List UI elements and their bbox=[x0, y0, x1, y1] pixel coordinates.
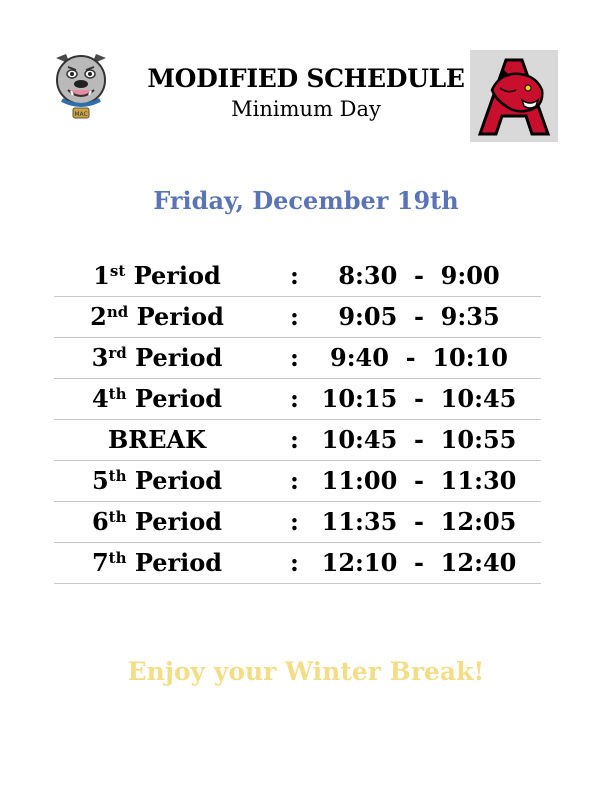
separator-colon: : bbox=[290, 384, 299, 413]
period-time: 11:00 - 11:30 bbox=[321, 466, 517, 495]
separator-colon: : bbox=[290, 425, 299, 454]
separator-colon: : bbox=[290, 507, 299, 536]
period-label: 6th Period bbox=[91, 507, 223, 536]
schedule-row bbox=[54, 543, 541, 584]
period-label: 5th Period bbox=[91, 466, 223, 495]
period-time: 10:15 - 10:45 bbox=[321, 384, 517, 413]
period-time: 9:40 - 10:10 bbox=[330, 343, 508, 372]
schedule-row bbox=[54, 297, 541, 338]
svg-text:MAC: MAC bbox=[74, 111, 88, 118]
date-heading: Friday, December 19th bbox=[153, 186, 459, 215]
period-label: 3rd Period bbox=[91, 343, 223, 372]
period-time: 10:45 - 10:55 bbox=[321, 425, 517, 454]
schedule-row bbox=[54, 420, 541, 461]
schedule-table bbox=[54, 256, 541, 584]
period-label: BREAK bbox=[107, 425, 206, 454]
period-label: 2nd Period bbox=[90, 302, 224, 331]
period-label: 7th Period bbox=[91, 548, 223, 577]
period-time: 11:35 - 12:05 bbox=[321, 507, 517, 536]
separator-colon: : bbox=[290, 261, 299, 290]
separator-colon: : bbox=[290, 343, 299, 372]
schedule-row bbox=[54, 502, 541, 543]
footer-message: Enjoy your Winter Break! bbox=[127, 657, 485, 686]
schedule-row bbox=[54, 338, 541, 379]
schedule-row bbox=[54, 256, 541, 297]
period-time: 8:30 - 9:00 bbox=[338, 261, 500, 290]
separator-colon: : bbox=[290, 302, 299, 331]
page-title: MODIFIED SCHEDULE bbox=[147, 64, 465, 93]
page-subtitle: Minimum Day bbox=[231, 97, 381, 121]
separator-colon: : bbox=[290, 466, 299, 495]
period-label: 1st Period bbox=[93, 261, 221, 290]
period-time: 12:10 - 12:40 bbox=[321, 548, 517, 577]
period-label: 4th Period bbox=[91, 384, 223, 413]
separator-colon: : bbox=[290, 548, 299, 577]
schedule-row bbox=[54, 379, 541, 420]
period-time: 9:05 - 9:35 bbox=[338, 302, 500, 331]
schedule-row bbox=[54, 461, 541, 502]
